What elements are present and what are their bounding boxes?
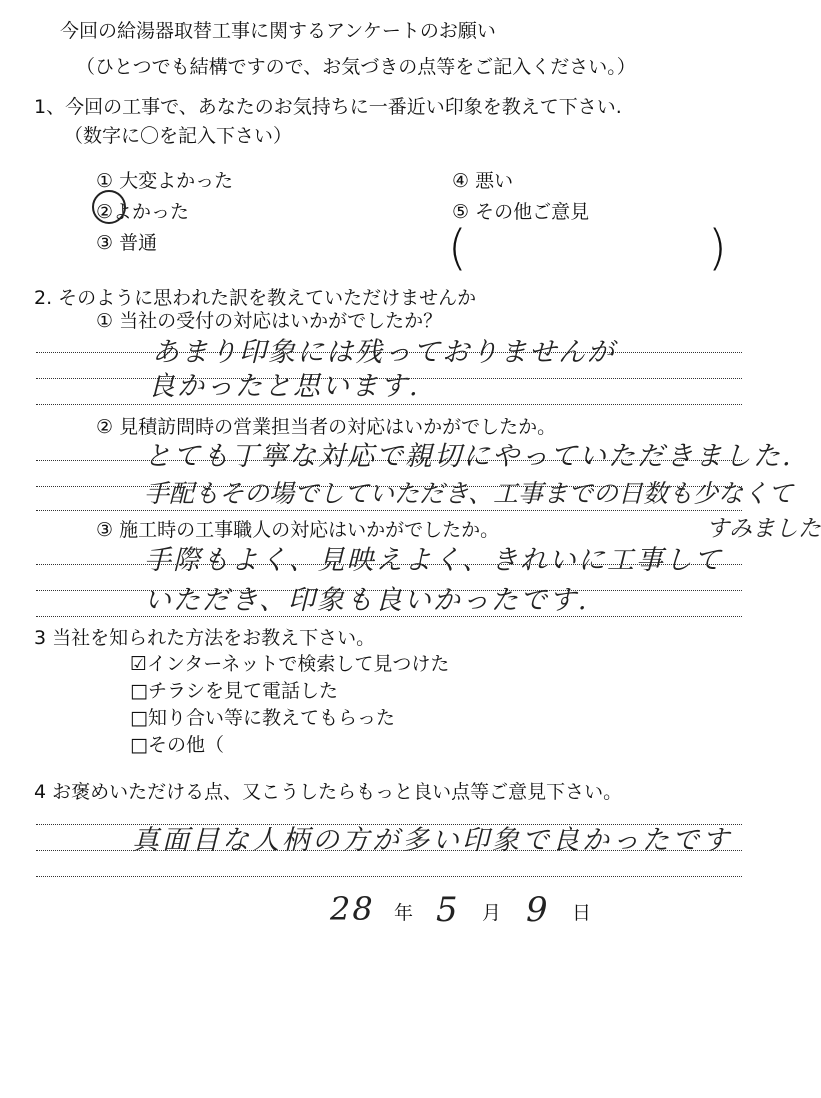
selected-circle-mark [92,190,126,224]
q2-sub1-answer-line-2: 良かったと思います. [148,371,420,402]
answer-line [36,824,742,825]
other-close-paren: ) [708,220,727,276]
answer-line [36,564,742,565]
other-open-paren: ( [448,220,467,276]
date-year: 28 [330,890,375,928]
answer-line [36,590,742,591]
q1-option-3[interactable]: ③ 普通 [96,232,158,254]
q3-option-other[interactable]: □その他（ [130,734,224,756]
answer-line [36,404,742,405]
q2-question: 2. そのように思われた訳を教えていただけませんか [34,287,477,309]
q1-option-5[interactable]: ⑤ その他ご意見 [452,201,590,223]
q2-sub1-answer-line-1: あまり印象には残っておりませんが [152,337,616,368]
answer-line [36,378,742,379]
q3-question: 3 当社を知られた方法をお教え下さい。 [34,627,376,649]
answer-line [36,876,742,877]
q2-sub3-answer-line-2: いただき、印象も良いかったです. [144,585,589,616]
answer-line [36,460,742,461]
answer-line [36,352,742,353]
date-month: 5 [436,890,460,930]
q1-option-1[interactable]: ① 大変よかった [96,170,234,192]
q4-answer: 真面目な人柄の方が多い印象で良かったです [132,825,732,856]
date-year-unit: 年 [394,902,414,924]
answer-line [36,486,742,487]
q2-sub2-answer-line-2: 手配もその場でしていただき、工事までの日数も少なくて [144,479,794,508]
answer-line [36,510,742,511]
answer-line [36,616,742,617]
q3-option-acquaintance[interactable]: □知り合い等に教えてもらった [130,707,395,729]
date-day-unit: 日 [572,902,592,924]
q1-question: 1、今回の工事で、あなたのお気持ちに一番近い印象を教えて下さい. [34,96,622,118]
q1-option-2[interactable]: ②よかった [96,201,190,223]
q4-question: 4 お褒めいただける点、又こうしたらもっと良い点等ご意見下さい。 [34,781,623,803]
q1-instruction: （数字に〇を記入下さい） [64,125,293,147]
q2-sub2-answer-line-1: とても丁寧な対応で親切にやっていただきました. [144,441,793,472]
q2-sub3-label: ③ 施工時の工事職人の対応はいかがでしたか。 [96,519,500,541]
q2-sub1-label: ① 当社の受付の対応はいかがでしたか？ [96,310,443,332]
survey-subtitle: （ひとつでも結構ですので、お気づきの点等をご記入ください。） [76,56,636,78]
answer-line [36,850,742,851]
q2-sub3-answer-line-1: 手際もよく、見映えよく、きれいに工事して [144,545,723,576]
date-day: 9 [526,890,550,930]
date-month-unit: 月 [482,902,502,924]
q1-option-4[interactable]: ④ 悪い [452,170,514,192]
survey-title: 今回の給湯器取替工事に関するアンケートのお願い [60,20,496,42]
q2-sub2-answer-line-3: すみました [706,516,821,542]
q3-option-internet[interactable]: ☑インターネットで検索して見つけた [130,653,450,675]
q3-option-flyer[interactable]: □チラシを見て電話した [130,680,338,702]
q2-sub2-label: ② 見積訪問時の営業担当者の対応はいかがでしたか。 [96,416,557,438]
